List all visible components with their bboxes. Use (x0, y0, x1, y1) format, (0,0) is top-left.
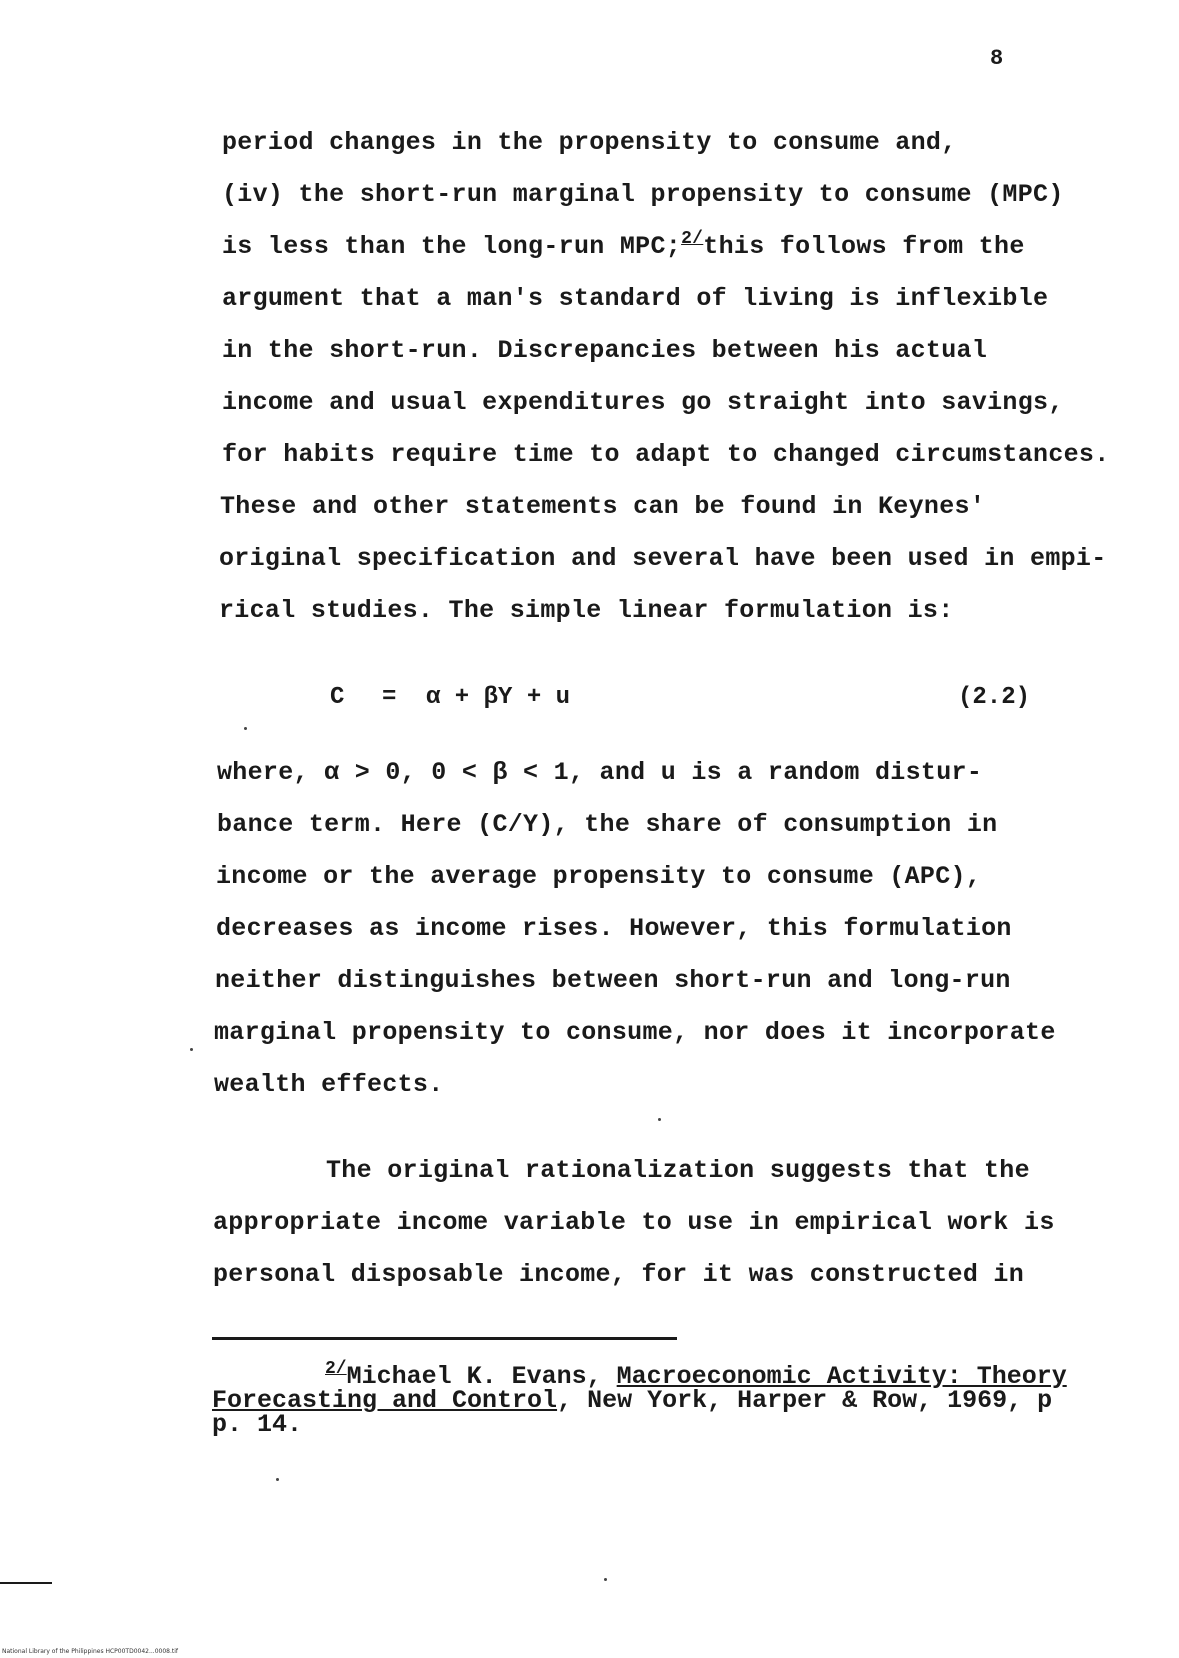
scan-speck (276, 1478, 279, 1481)
text-line: income or the average propensity to consume (APC), (216, 862, 982, 891)
library-stamp: National Library of the Philippines HCP00TD0042...0008.tif (2, 1648, 179, 1655)
text-line: (iv) the short-run marginal propensity to consume (MPC) (222, 180, 1064, 209)
text-line: income and usual expenditures go straight into savings, (222, 388, 1064, 417)
footnote-title: Macroeconomic Activity: Theory (616, 1362, 1067, 1391)
scan-speck (658, 1118, 661, 1121)
text-line: period changes in the propensity to consume and, (222, 128, 957, 157)
equation-rhs: α + βY + u (426, 684, 571, 711)
text-line: The original rationalization suggests that the (326, 1156, 1030, 1185)
footnote-reference: 2/ (681, 229, 704, 249)
page-number: 8 (990, 46, 1004, 71)
footnote-line: p. 14. (212, 1410, 303, 1439)
text-fragment: is less than the long-run MPC; (222, 232, 682, 261)
text-fragment: this follows from the (703, 232, 1025, 261)
footnote-publisher: , New York, Harper & Row, 1969, p (557, 1386, 1053, 1415)
text-line: bance term. Here (C/Y), the share of consumption in (217, 810, 998, 839)
text-line: personal disposable income, for it was constructed in (213, 1260, 1025, 1289)
scan-speck (244, 727, 247, 730)
scan-speck (604, 1578, 607, 1581)
scan-margin-mark (0, 1582, 52, 1584)
text-line: where, α > 0, 0 < β < 1, and u is a random distur- (217, 758, 983, 787)
text-line: neither distinguishes between short-run and long-run (215, 966, 1011, 995)
text-line: These and other statements can be found in Keynes' (220, 492, 986, 521)
text-line: decreases as income rises. However, this formulation (216, 914, 1012, 943)
text-line: wealth effects. (214, 1070, 444, 1099)
footnote-marker: 2/ (325, 1359, 347, 1379)
equation-equals: = (382, 684, 397, 711)
scan-speck (190, 1048, 193, 1051)
text-line: original specification and several have been used in empi- (219, 544, 1107, 573)
equation-number: (2.2) (958, 684, 1031, 711)
footnote-author: Michael K. Evans, (346, 1362, 617, 1391)
footnote-title: Forecasting and Control (212, 1386, 558, 1415)
text-line: appropriate income variable to use in empirical work is (213, 1208, 1055, 1237)
text-line: in the short-run. Discrepancies between his actual (222, 336, 988, 365)
text-line: marginal propensity to consume, nor does it incorporate (214, 1018, 1056, 1047)
text-line: for habits require time to adapt to changed circumstances. (222, 440, 1110, 469)
footnote-separator (212, 1337, 677, 1340)
text-line (222, 229, 1025, 261)
footnote-line (212, 1386, 1052, 1415)
text-line: argument that a man's standard of living is inflexible (222, 284, 1049, 313)
equation-lhs: C (330, 684, 345, 711)
text-line: rical studies. The simple linear formulation is: (219, 596, 954, 625)
